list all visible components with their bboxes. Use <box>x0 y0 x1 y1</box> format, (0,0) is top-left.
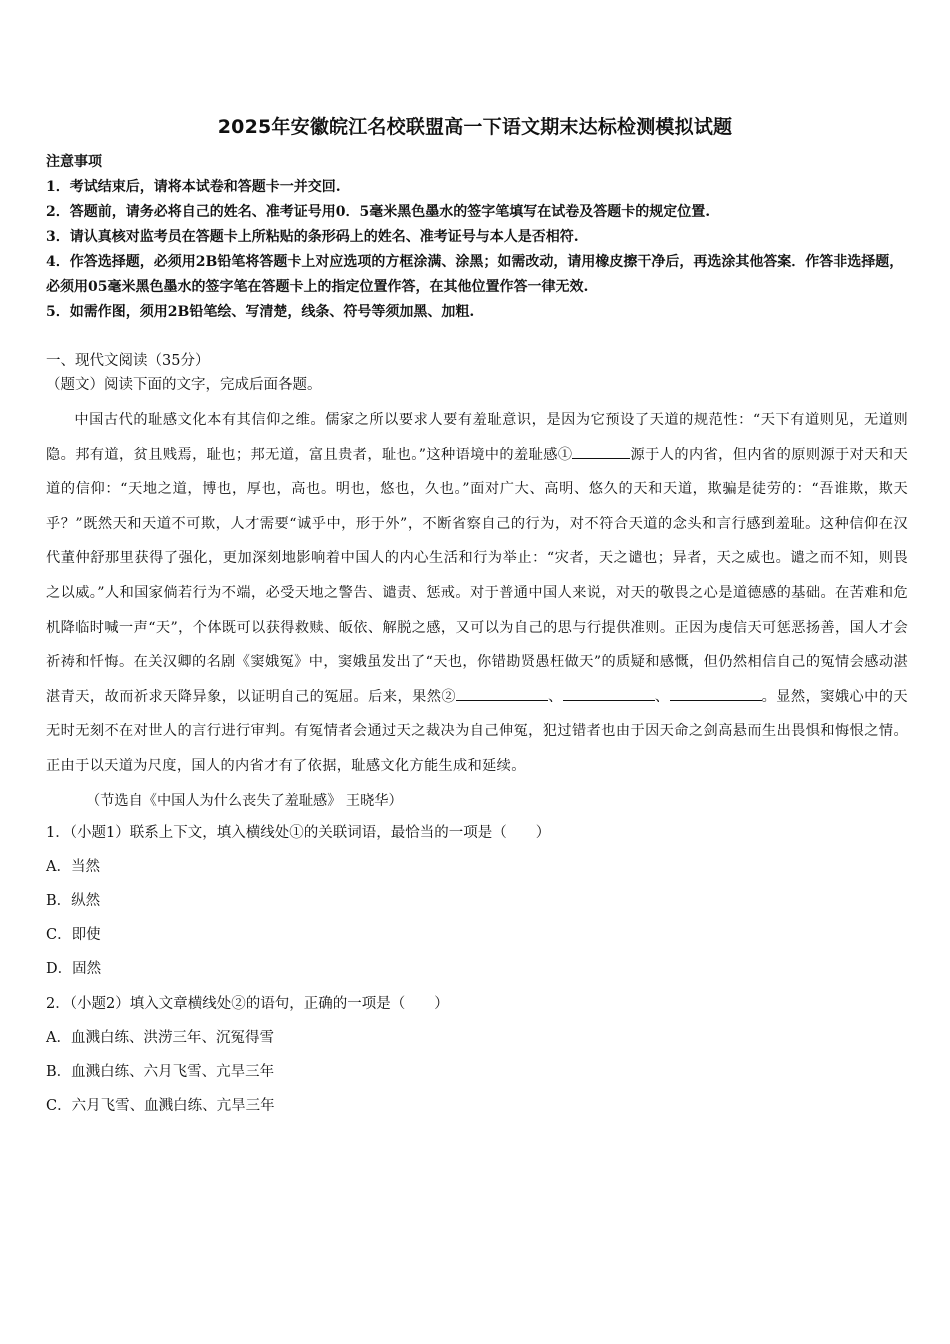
notice-item: 1．考试结束后，请将本试卷和答题卡一并交回. <box>46 179 341 195</box>
notice-heading: 注意事项 <box>46 154 102 170</box>
option-d[interactable]: D．固然 <box>46 961 102 978</box>
notice-item: 3．请认真核对监考员在答题卡上所粘贴的条形码上的姓名、准考证号与本人是否相符. <box>46 229 579 245</box>
passage-part-1: 中国古代的耻感文化本有其信仰之维。儒家之所以要求人要有羞耻意识，是因为它预设了天道的规范性：“天下有道则见，无道则隐。邦有道，贫且贱焉，耻也；邦无道，富且贵者，耻也。”这种语境中的羞耻感① <box>46 412 908 463</box>
notice-block <box>46 150 908 325</box>
passage-part-2: 源于人的内省，但内省的原则源于对天和天道的信仰：“天地之道，博也，厚也，高也。明也，悠也，久也。”面对广大、高明、悠久的天和天道，欺骗是徒劳的：“吾谁欺，欺天乎？”既然天和天道不可欺，人才需要“诚乎中，形于外”，不断省察自己的行为，对不符合天道的念头和言行感到羞耻。这种信仰在汉代董仲舒那里获得了强化，更加深刻地影响着中国人的内心生活和行为举止：“灾者，天之谴也；异者，天之威也。谴之而不知，则畏之以威。”人和国家倘若行为不端，必受天地之警告、谴责、惩戒。对于普通中国人来说，对天的敬畏之心是道德感的基础。在苦难和危机降临时喊一声“天”，个体既可以获得救赎、皈依、解脱之感，又可以为自己的思与行提供准则。正因为虔信天可惩恶扬善，国人才会祈祷和忏悔。在关汉卿的名剧《窦娥冤》中，窦娥虽发出了“天也，你错勘贤愚枉做天”的质疑和感慨，但仍然相信自己的冤情会感动湛湛青天，故而祈求天降异象，以证明自己的冤屈。后来，果然② <box>46 446 908 705</box>
section-heading: 一、现代文阅读（35分） <box>46 353 210 369</box>
reading-section <box>46 349 908 1123</box>
option-c[interactable]: C．即使 <box>46 927 101 944</box>
option-b[interactable]: B．血溅白练、六月飞雪、亢旱三年 <box>46 1063 275 1080</box>
notice-item: 2．答题前，请务必将自己的姓名、准考证号用0．5毫米黑色墨水的签字笔填写在试卷及答题卡的规定位置. <box>46 204 711 220</box>
blank-1 <box>572 446 630 459</box>
section-intro: （题文）阅读下面的文字，完成后面各题。 <box>46 377 322 393</box>
notice-item: 4．作答选择题，必须用2B铅笔将答题卡上对应选项的方框涂满、涂黑；如需改动，请用橡皮擦干净后，再选涂其他答案．作答非选择题，必须用05毫米黑色墨水的签字笔在答题卡上的指定位置作答，在其他位置作答一律无效. <box>46 254 904 295</box>
option-c[interactable]: C．六月飞雪、血溅白练、亢旱三年 <box>46 1098 275 1115</box>
option-a[interactable]: A．血溅白练、洪涝三年、沉冤得雪 <box>46 1029 274 1046</box>
passage-part-3: 。显然，窦娥心中的天无时无刻不在对世人的言行进行审判。有冤情者会通过天之裁决为自己伸冤，犯过错者也由于因天命之剑高悬而生出畏惧和悔恨之情。正由于以天道为尺度，国人的内省才有了依据，耻感文化方能生成和延续。 <box>46 688 908 774</box>
question-1 <box>46 816 908 987</box>
blank-separator: 、 <box>548 688 563 705</box>
blank-2c <box>670 688 762 701</box>
blank-separator: 、 <box>654 688 670 705</box>
option-a[interactable]: A．当然 <box>46 858 100 875</box>
notice-item: 5．如需作图，须用2B铅笔绘、写清楚，线条、符号等须加黑、加粗. <box>46 304 475 320</box>
blank-2b <box>563 688 655 701</box>
option-b[interactable]: B．纵然 <box>46 892 101 909</box>
passage-source: （节选自《中国人为什么丧失了羞耻感》 王晓华） <box>86 792 403 809</box>
question-stem: 1．（小题1）联系上下文，填入横线处①的关联词语，最恰当的一项是（ ） <box>46 824 551 841</box>
blank-2a <box>456 688 548 701</box>
question-stem: 2．（小题2）填入文章横线处②的语句，正确的一项是（ ） <box>46 995 449 1012</box>
reading-passage <box>46 403 908 784</box>
page-title: 2025年安徽皖江名校联盟高一下语文期末达标检测模拟试题 <box>217 116 733 138</box>
question-2 <box>46 987 908 1124</box>
